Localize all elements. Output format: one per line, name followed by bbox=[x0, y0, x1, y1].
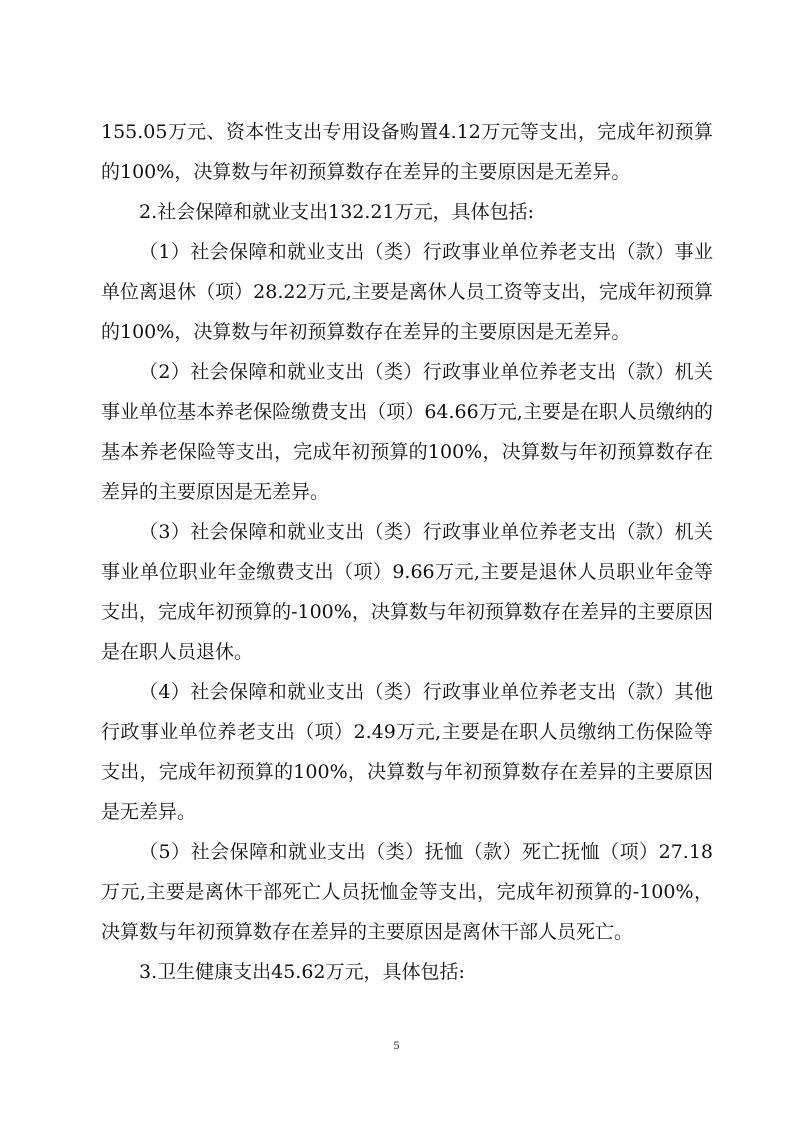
paragraph-section-2-heading: 2.社会保障和就业支出132.21万元，具体包括: bbox=[139, 201, 535, 223]
paragraph-continuation: 155.05万元、资本性支出专用设备购置4.12万元等支出，完成年初预算的100%，决算数与年初预算数存在差异的主要原因是无差异。 bbox=[101, 121, 713, 183]
paragraph-item-1: （1）社会保障和就业支出（类）行政事业单位养老支出（款）事业单位离退休（项）28.22万元,主要是离休人员工资等支出，完成年初预算的100%，决算数与年初预算数存在差异的主要原因是无差异。 bbox=[101, 241, 713, 343]
paragraph-item-3: （3）社会保障和就业支出（类）行政事业单位养老支出（款）机关事业单位职业年金缴费支出（项）9.66万元,主要是退休人员职业年金等支出，完成年初预算的-100%，决算数与年初预算数存在差异的主要原因是在职人员退休。 bbox=[101, 521, 713, 663]
paragraph-item-2: （2）社会保障和就业支出（类）行政事业单位养老支出（款）机关事业单位基本养老保险缴费支出（项）64.66万元,主要是在职人员缴纳的基本养老保险等支出，完成年初预算的100%，决算数与年初预算数存在差异的主要原因是无差异。 bbox=[101, 361, 713, 503]
paragraph-section-3-heading: 3.卫生健康支出45.62万元，具体包括: bbox=[139, 961, 465, 983]
paragraph-item-5: （5）社会保障和就业支出（类）抚恤（款）死亡抚恤（项）27.18万元,主要是离休干部死亡人员抚恤金等支出，完成年初预算的-100%，决算数与年初预算数存在差异的主要原因是离休干部人员死亡。 bbox=[101, 841, 713, 943]
page-number: 5 bbox=[393, 1038, 400, 1052]
paragraph-item-4: （4）社会保障和就业支出（类）行政事业单位养老支出（款）其他行政事业单位养老支出（项）2.49万元,主要是在职人员缴纳工伤保险等支出，完成年初预算的100%，决算数与年初预算数存在差异的主要原因是无差异。 bbox=[101, 681, 713, 823]
document-body bbox=[101, 112, 713, 992]
